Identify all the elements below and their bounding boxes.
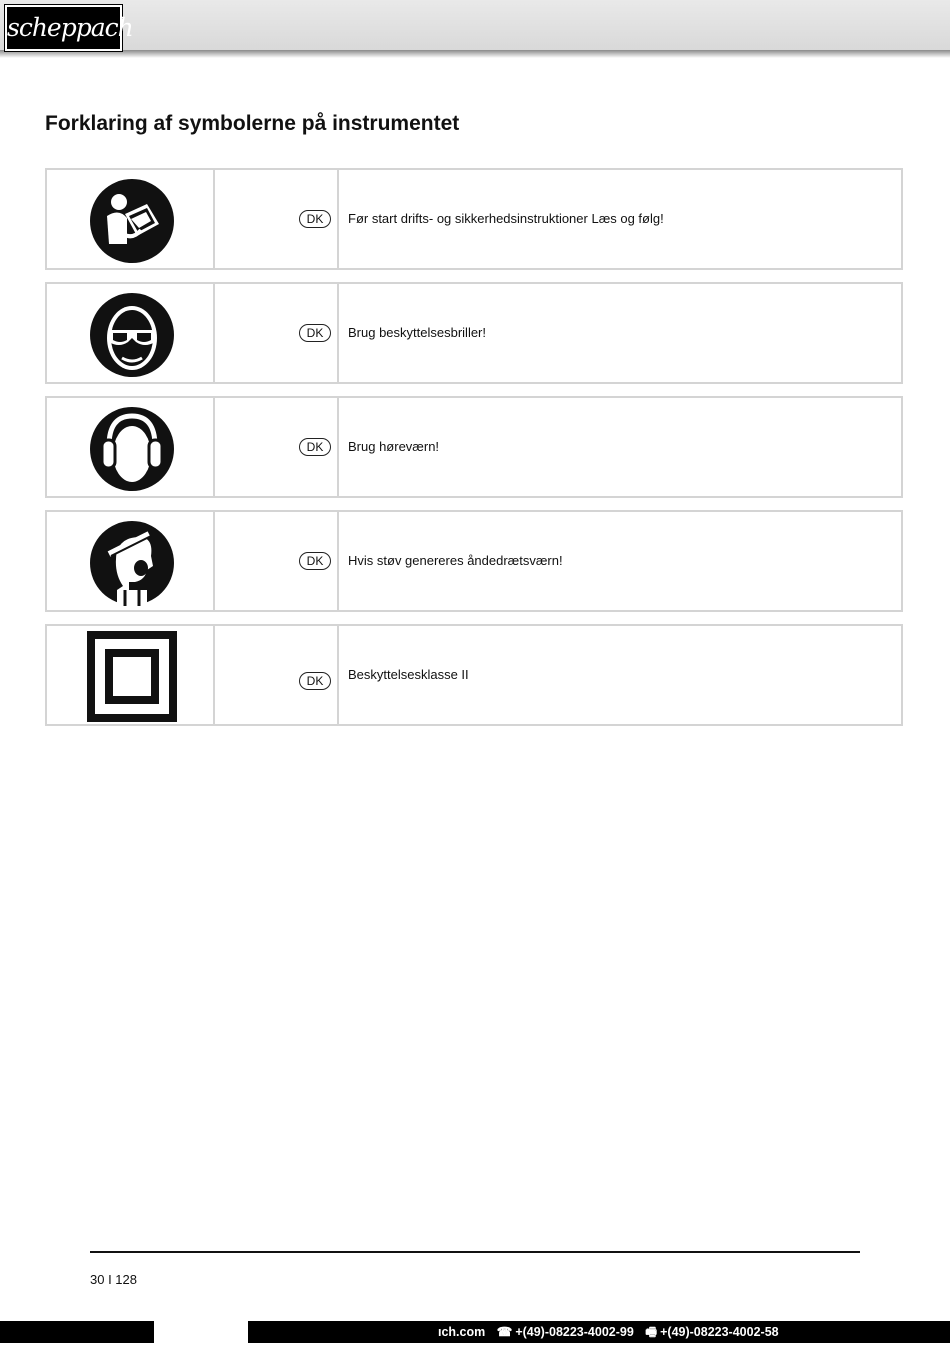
symbol-row-ear-protection [45,396,903,498]
symbol-icon-cell [47,626,215,724]
language-badge: DK [299,552,331,570]
page-title: Forklaring af symbolerne på instrumentet [45,112,460,135]
symbol-row-class-ii [45,624,903,726]
header-shadow [0,50,950,58]
symbol-description: Brug høreværn! [348,439,440,454]
symbol-icon-cell [47,170,215,268]
phone-icon: ☎ [496,1325,513,1339]
symbol-lang-cell [215,626,339,724]
symbol-description: Før start drifts- og sikkerhedsinstruktioner Læs og følg! [348,211,664,226]
respirator-icon [89,520,175,606]
symbol-description: Beskyttelsesklasse II [348,667,469,682]
symbol-icon-cell [47,512,215,610]
symbol-row-read-manual [45,168,903,270]
footer-gap [154,1321,248,1343]
brand-logo: scheppach [5,5,122,51]
phone-number: +(49)-08223-4002-99 [515,1325,634,1339]
symbol-row-respirator [45,510,903,612]
symbol-lang-cell [215,170,339,268]
fax-icon: 🖷 [645,1325,658,1339]
read-manual-icon [89,178,175,264]
symbol-lang-cell [215,284,339,382]
symbol-icon-cell [47,398,215,496]
footer-contact [438,1321,787,1343]
symbol-lang-cell [215,398,339,496]
protection-class-ii-icon [87,631,177,723]
safety-goggles-icon [89,292,175,378]
header-band [0,0,950,50]
website-link[interactable]: ıch.com [438,1325,486,1339]
ear-protection-icon [89,406,175,492]
fax-number: +(49)-08223-4002-58 [660,1325,779,1339]
symbol-description: Hvis støv genereres åndedrætsværn! [348,553,563,568]
language-badge: DK [299,672,331,690]
language-badge: DK [299,324,331,342]
footer-divider [90,1251,860,1253]
page-number: 30 I 128 [90,1272,137,1287]
footer-bar [0,1321,950,1343]
language-badge: DK [299,210,331,228]
language-badge: DK [299,438,331,456]
symbol-description: Brug beskyttelsesbriller! [348,325,486,340]
symbol-row-goggles [45,282,903,384]
symbol-lang-cell [215,512,339,610]
symbol-icon-cell [47,284,215,382]
